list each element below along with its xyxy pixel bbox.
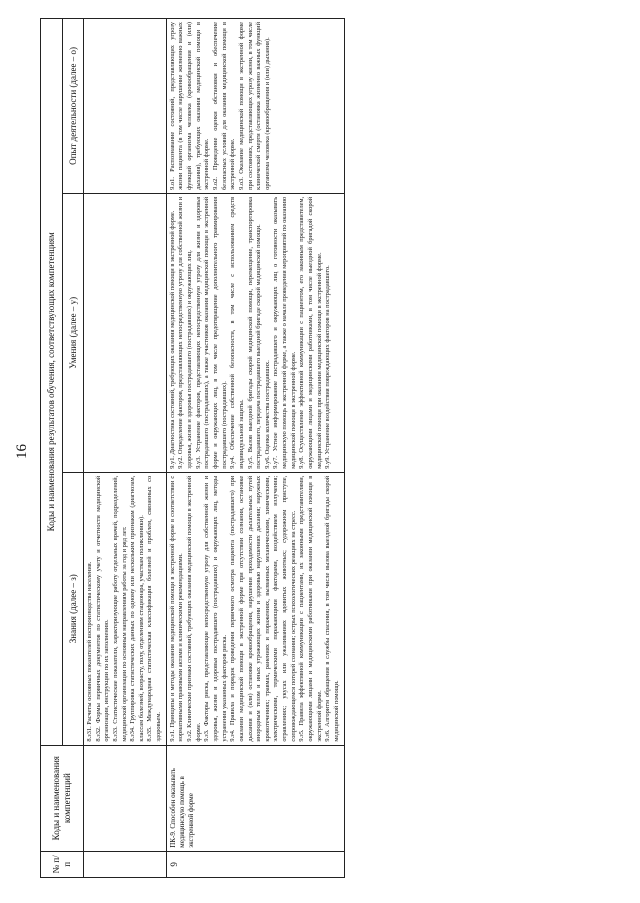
knowledge-item: 8.з32. Формы первичных документов по статистическому учету и отчетности медицинской организации, инструкции по их заполнению. xyxy=(94,475,111,742)
knowledge-item: 9.з2. Клинические признаки состояний, требующих оказания медицинской помощи в экстренной форме. xyxy=(186,475,202,742)
cont-skills-cell xyxy=(84,193,167,472)
row-number: 9 xyxy=(166,851,344,877)
skills-cell xyxy=(166,193,344,472)
header-num: № п/п xyxy=(41,851,84,877)
skill-item: 9.у9. Устранение воздействия повреждающих факторов на пострадавшего. xyxy=(324,265,332,469)
knowledge-cell xyxy=(166,472,344,745)
knowledge-item: 9.з4. Правила и порядок проведения первичного осмотра пациента (пострадавшего) при оказании медицинской помощи в экстренной форме при отсутствии сознания, остановке дыхания и (или) остановке кровообращения, нарушении проходимости дыхательных путей инородным телом и иных угрожающих жизни и здоровью нарушениях дыхания; наружных кровотечениях; травмах, ранениях и поражениях, вызванных механическими, химическими, электрическими, термическими поражающими факторами, воздействием излучения; отравлениях; укусах или ужаливаниях ядовитых животных; судорожном приступе, сопровождающемся потерей сознания; острых психологических реакциях на стресс. xyxy=(229,475,297,742)
experience-item: 9.о2. Проведение оценки обстановки и обеспечение безопасных условий для оказания медицинской помощи в экстренной форме. xyxy=(211,22,237,190)
cont-experience-cell xyxy=(84,19,167,194)
experience-cell xyxy=(166,19,344,194)
header-experience: Опыт деятельности (далее – о) xyxy=(63,19,84,194)
knowledge-item: 8.з31. Расчеты основных показателей воспроизводства населения. xyxy=(86,561,93,742)
competence-row xyxy=(166,19,344,878)
experience-item: 9.о3. Оказание медицинской помощи в экстренной форме при состояниях, представляющих угрозу жизни, в том числе клинической смерти (остановка жизненно важных функций организма человека (кровообращения и (или) дыхания). xyxy=(237,22,271,190)
knowledge-item: 8.з34. Группировка статистических данных по одному или нескольким признакам (диагнозам, классам болезней, возрасту, полу, отделениям стационара, участкам поликлиники). xyxy=(129,475,145,742)
page-number: 16 xyxy=(14,444,30,459)
knowledge-item: 9.з1. Принципы и методы оказания медицинской помощи в экстренной форме в соответствии с нормативными правовыми актами и клиническими рекомендациями. xyxy=(168,475,185,742)
skill-item: 9.у2. Определение факторов, представляющих непосредственную угрозу для собственной жизни и здоровья, жизни и здоровья пострадавшего (пострадавших) и окружающих лиц. xyxy=(177,196,194,469)
header-row-1 xyxy=(41,19,63,878)
cont-num-cell xyxy=(84,851,167,877)
knowledge-item: 8.з35. Международная статистическая классификация болезней и проблем, связанных со здоровьем. xyxy=(146,475,163,742)
skill-item: 9.у1. Диагностика состояний, требующих оказания медицинской помощи в экстренной форме. xyxy=(168,210,176,469)
skill-item: 9.у8. Осуществление эффективной коммуникации с пациентом, его законным представителем, окружающими лицами и медицинскими работниками, в том числе выездной бригадой скорой медицинской помощи при оказании медицинской помощи в экстренной форме. xyxy=(298,196,323,469)
knowledge-item: 9.з3. Факторы риска, представляющие непосредственную угрозу для собственной жизни и здоровья, жизни и здоровья пострадавшего (пострадавших) и окружающих лиц, методы устранения указанных факторов риска. xyxy=(203,475,228,742)
skill-item: 9.у5. Вызов выездной бригады скорой медицинской помощи, перемещение, транспортировка пострадавшего, передача пострадавшего выездной бригаде скорой медицинской помощи. xyxy=(246,196,263,469)
competence-name: ПК-9. Способен оказывать медицинскую помощь в экстренной форме xyxy=(166,745,344,851)
cont-codes-cell xyxy=(84,745,167,851)
skill-item: 9.у7. Устное информирование пострадавшего и окружающих лиц о готовности оказывать медицинскую помощь в экстренной форме, а также о начале проведения мероприятий по оказанию медицинской помощи в экстренной форме. xyxy=(272,196,297,469)
continuation-row xyxy=(84,19,167,878)
header-group: Коды и наименования результатов обучения, соответствующих компетенциям xyxy=(41,19,63,746)
knowledge-item: 8.з33. Статистические показатели, характеризующие работу отдельных врачей, подразделений, медицинской организации по основным направлениям работы за год и ряд лет. xyxy=(111,475,128,742)
header-knowledge: Знания (далее – з) xyxy=(63,472,84,745)
competence-table xyxy=(40,18,345,878)
header-codes: Коды и наименования компетенций xyxy=(41,745,84,851)
skill-item: 9.у4. Обеспечение собственной безопасности, в том числе с использованием средств индивидуальной защиты. xyxy=(229,196,245,469)
knowledge-item: 9.з5. Правила эффективной коммуникации с пациентами, их законными представителями, окружающими лицами и медицинскими работниками при оказании медицинской помощи в экстренной форме. xyxy=(298,475,323,742)
knowledge-item: 9.з6. Алгоритм обращения в службы спасения, в том числе вызова выездной бригады скорой медицинской помощи. xyxy=(324,475,340,742)
experience-item: 9.о1. Распознавание состояний, представляющих угрозу жизни пациента (в том числе нарушение жизненно важных функций организма человека (кровообращения и (или) дыхания), требующих оказания медицинской помощи в экстренной форме. xyxy=(168,22,211,190)
skill-item: 9.у3. Устранение факторов, представляющих непосредственную угрозу для жизни и здоровья пострадавшего (пострадавших), а также участников оказания медицинской помощи в экстренной форме и окружающих лиц, в том числе предотвращение дополнительного травмирования пострадавшего (пострадавших). xyxy=(194,196,228,469)
skill-item: 9.у6. Оценка количества пострадавших. xyxy=(263,360,271,469)
header-skills: Умения (далее – у) xyxy=(63,193,84,472)
cont-knowledge-cell xyxy=(84,472,167,745)
